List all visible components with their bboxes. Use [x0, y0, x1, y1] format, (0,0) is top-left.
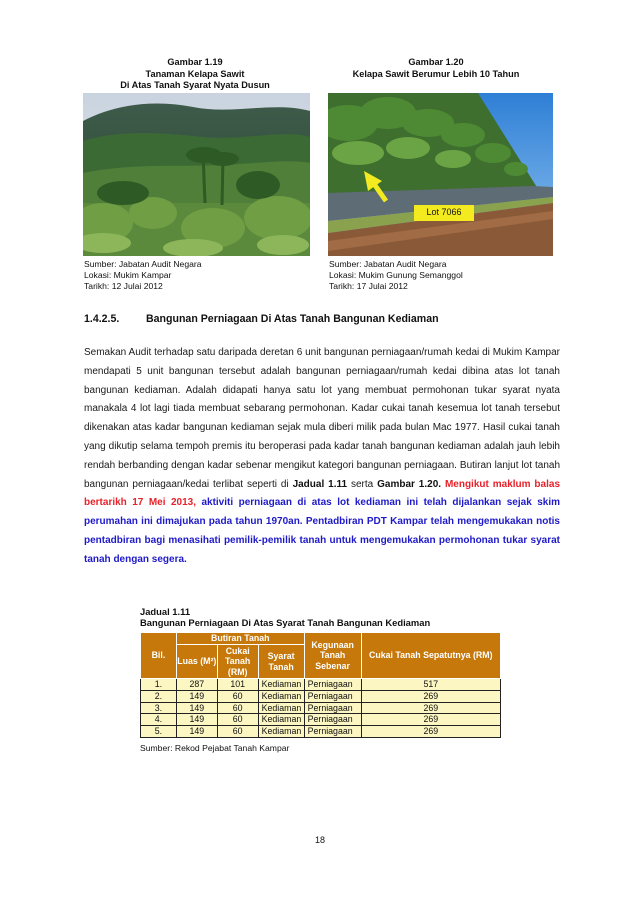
table-reference: Jadual 1.11	[292, 478, 348, 490]
table-header-row	[141, 633, 501, 645]
table-row	[141, 714, 501, 726]
cell-bil: 3.	[141, 702, 177, 714]
col-header-luas: Luas (M²)	[176, 645, 217, 679]
cell-cukai: 60	[217, 726, 258, 738]
cell-sepatutnya: 517	[361, 679, 500, 691]
location-line: Lokasi: Mukim Gunung Semanggol	[329, 270, 463, 281]
oil-palm-hillside-image	[83, 93, 310, 256]
figure-number: Gambar 1.19	[167, 57, 223, 67]
mature-oil-palm-image	[328, 93, 553, 256]
section-heading	[84, 313, 564, 325]
table-source: Sumber: Rekod Pejabat Tanah Kampar	[140, 743, 290, 753]
section-title: Bangunan Perniagaan Di Atas Tanah Bangunan Kediaman	[146, 313, 439, 325]
paragraph-text: Semakan Audit terhadap satu daripada deretan 6 unit bangunan perniagaan/rumah kedai di Mukim Kampar mendapati 5 unit bangunan tersebut adalah bangunan perniagaan/rumah kedai dibina atas lot tanah bangunan kediaman. Adalah didapati hanya satu lot yang membuat permohonan tukar syarat nyata manakala 4 lot lagi tiada membuat sebarang permohonan. Kadar cukai tanah kesemua lot tanah tersebut dikenakan atas kadar bangunan kediaman sejak mula diberi milik pada bulan Mac 1977. Hasil cukai tanah yang dikutip selama tempoh premis itu beroperasi pada kadar tanah bangunan kediaman adalah jauh lebih rendah berbanding dengan kadar sebenar mengikut kategori bangunan perniagaan. Butiran lanjut lot tanah bangunan perniagaan/kedai terlibat seperti di	[84, 347, 560, 490]
response-date-text: Mengikut maklum balas bertarikh 17 Mei 2013,	[84, 478, 561, 509]
col-header-bil: Bil.	[141, 633, 177, 679]
land-tax-table	[140, 632, 501, 738]
cell-luas: 149	[176, 714, 217, 726]
cell-sepatutnya: 269	[361, 690, 500, 702]
body-paragraph	[84, 344, 560, 570]
figure-1-19-source	[84, 259, 314, 293]
source-line: Sumber: Jabatan Audit Negara	[329, 259, 447, 269]
figure-title: Tanaman Kelapa Sawit	[145, 68, 245, 79]
cell-sepatutnya: 269	[361, 702, 500, 714]
date-line: Tarikh: 17 Julai 2012	[329, 281, 408, 292]
date-line: Tarikh: 12 Julai 2012	[84, 281, 163, 292]
paragraph-conjunction: serta	[350, 478, 374, 490]
cell-bil: 4.	[141, 714, 177, 726]
figure-reference: Gambar 1.20.	[377, 478, 442, 490]
table-number: Jadual 1.11	[140, 606, 191, 617]
cell-cukai: 60	[217, 690, 258, 702]
cell-kegunaan: Perniagaan	[304, 726, 361, 738]
cell-syarat: Kediaman	[258, 702, 304, 714]
figure-1-19-caption	[70, 57, 320, 92]
cell-luas: 149	[176, 702, 217, 714]
page-number: 18	[314, 835, 325, 845]
mature-oil-palm-photo	[328, 93, 553, 256]
location-line: Lokasi: Mukim Kampar	[84, 270, 172, 281]
source-line: Sumber: Jabatan Audit Negara	[84, 259, 202, 269]
table-title: Bangunan Perniagaan Di Atas Syarat Tanah Bangunan Kediaman	[140, 617, 431, 628]
cell-sepatutnya: 269	[361, 726, 500, 738]
cell-luas: 287	[176, 679, 217, 691]
cell-cukai: 101	[217, 679, 258, 691]
table-caption	[140, 606, 560, 628]
cell-kegunaan: Perniagaan	[304, 679, 361, 691]
cell-bil: 5.	[141, 726, 177, 738]
lot-callout-label: Lot 7066	[426, 207, 462, 217]
figure-title: Di Atas Tanah Syarat Nyata Dusun	[120, 80, 270, 90]
cell-bil: 1.	[141, 679, 177, 691]
cell-syarat: Kediaman	[258, 726, 304, 738]
response-text: aktiviti perniagaan di atas lot kediaman ini telah dijalankan sejak skim perumahan ini dimajukan pada tahun 1970an. Pentadbiran PDT Kampar telah mengemukakan notis pentadbiran bagi menasihati pemilik-pemilik tanah untuk mengemukakan permohonan tukar syarat tanah dengan segera.	[84, 497, 561, 565]
cell-kegunaan: Perniagaan	[304, 690, 361, 702]
col-header-sepatutnya: Cukai Tanah Sepatutnya (RM)	[361, 633, 500, 679]
cell-cukai: 60	[217, 714, 258, 726]
col-group-header: Butiran Tanah	[176, 633, 304, 645]
section-number: 1.4.2.5.	[84, 313, 120, 325]
table-row	[141, 679, 501, 691]
cell-kegunaan: Perniagaan	[304, 702, 361, 714]
table-row	[141, 726, 501, 738]
cell-luas: 149	[176, 726, 217, 738]
figure-1-20-caption	[316, 57, 556, 80]
oil-palm-hillside-photo	[83, 93, 310, 256]
col-header-kegunaan: Kegunaan Tanah Sebenar	[304, 633, 361, 679]
cell-bil: 2.	[141, 690, 177, 702]
table-row	[141, 702, 501, 714]
cell-sepatutnya: 269	[361, 714, 500, 726]
cell-syarat: Kediaman	[258, 714, 304, 726]
figure-number: Gambar 1.20	[408, 57, 464, 67]
cell-luas: 149	[176, 690, 217, 702]
cell-cukai: 60	[217, 702, 258, 714]
table-row	[141, 690, 501, 702]
cell-kegunaan: Perniagaan	[304, 714, 361, 726]
col-header-syarat: Syarat Tanah	[258, 645, 304, 679]
figure-title: Kelapa Sawit Berumur Lebih 10 Tahun	[352, 68, 520, 79]
cell-syarat: Kediaman	[258, 690, 304, 702]
col-header-cukai: Cukai Tanah (RM)	[217, 645, 258, 679]
figure-1-20-source	[329, 259, 559, 293]
cell-syarat: Kediaman	[258, 679, 304, 691]
